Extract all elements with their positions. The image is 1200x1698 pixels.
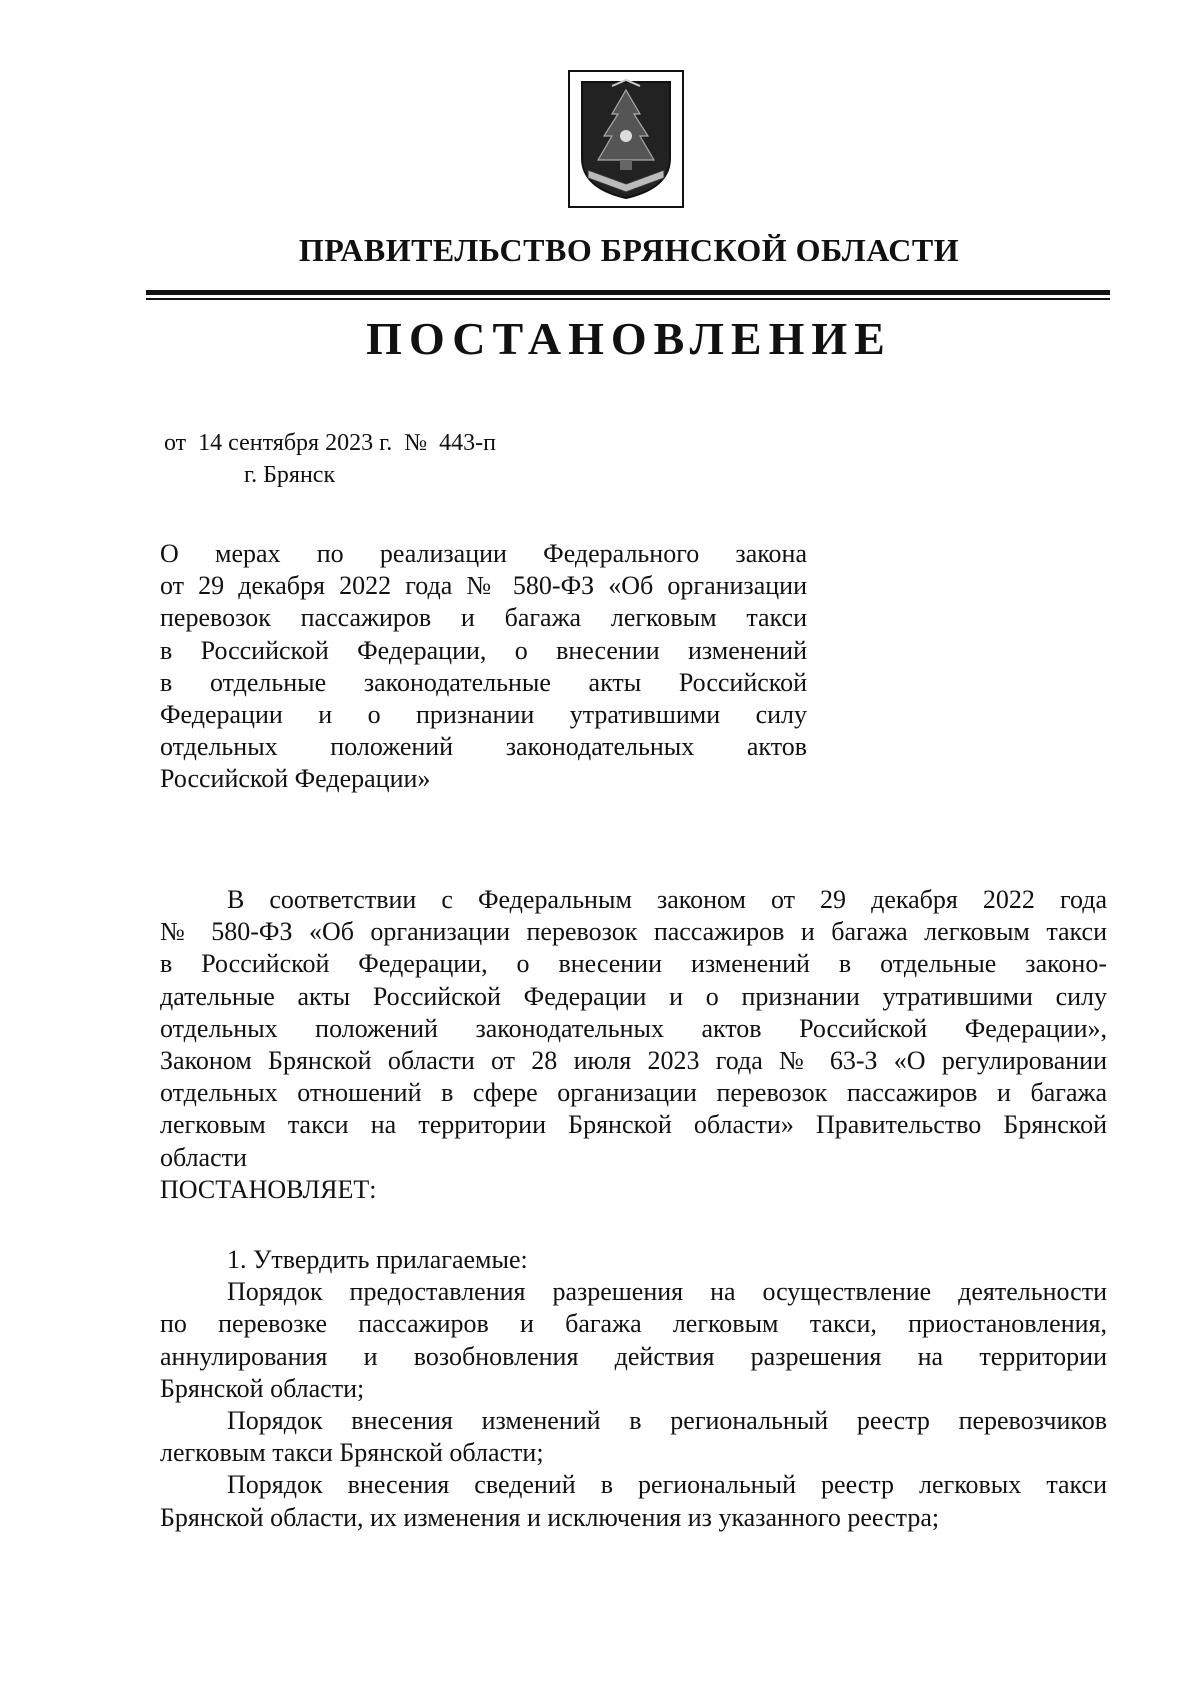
date-number-line: от 14 сентября 2023 г. № 443-п bbox=[164, 430, 496, 456]
item-1-paragraph-3-line: Порядок внесения сведений в региональный реестр легковых такси bbox=[227, 1470, 1107, 1500]
item-1-paragraph-1-line: Порядок предоставления разрешения на осуществление деятельности bbox=[227, 1277, 1107, 1307]
item-1-paragraph-2-line: легковым такси Брянской области; bbox=[160, 1438, 544, 1468]
brjansk-coat-of-arms-icon bbox=[568, 70, 684, 208]
subject-line: в Российской Федерации, о внесении изменений bbox=[160, 635, 807, 665]
header-rule-thick bbox=[146, 290, 1110, 295]
preamble-line: отдельных отношений в сфере организации перевозок пассажиров и багажа bbox=[160, 1078, 1107, 1108]
subject-line: Российской Федерации» bbox=[160, 764, 431, 794]
item-1-paragraph-1-line: Брянской области; bbox=[160, 1373, 365, 1403]
preamble-line: В соответствии с Федеральным законом от 29 декабря 2022 года bbox=[227, 885, 1107, 914]
preamble-line: дательные акты Российской Федерации и о признании утратившими силу bbox=[160, 981, 1107, 1011]
header-rule-thin bbox=[146, 298, 1110, 300]
spacer bbox=[160, 1206, 1107, 1244]
preamble-line: № 580-ФЗ «Об организации перевозок пассажиров и багажа легковым такси bbox=[160, 917, 1107, 947]
subject-line: от 29 декабря 2022 года № 580-ФЗ «Об организации bbox=[160, 571, 807, 601]
item-1-paragraph-1-line: аннулирования и возобновления действия разрешения на территории bbox=[160, 1341, 1107, 1371]
subject-line: О мерах по реализации Федерального закона bbox=[160, 539, 807, 568]
preamble-line: легковым такси на территории Брянской области» Правительство Брянской bbox=[160, 1110, 1107, 1140]
preamble-line: отдельных положений законодательных актов Российской Федерации», bbox=[160, 1013, 1107, 1043]
document-body bbox=[160, 884, 1107, 1534]
preamble-line: Законом Брянской области от 28 июля 2023 года № 63-З «О регулировании bbox=[160, 1046, 1107, 1076]
organization-title: ПРАВИТЕЛЬСТВО БРЯНСКОЙ ОБЛАСТИ bbox=[298, 232, 960, 268]
resolves-heading: ПОСТАНОВЛЯЕТ: bbox=[160, 1174, 377, 1204]
item-1-heading: 1. Утвердить прилагаемые: bbox=[227, 1245, 528, 1275]
item-1-paragraph-1-line: по перевозке пассажиров и багажа легковым такси, приостановления, bbox=[160, 1309, 1107, 1339]
subject-line: в отдельные законодательные акты Российской bbox=[160, 667, 807, 697]
preamble-line: области bbox=[160, 1142, 247, 1172]
item-1-paragraph-3-line: Брянской области, их изменения и исключения из указанного реестра; bbox=[160, 1502, 940, 1532]
city-line: г. Брянск bbox=[244, 462, 336, 488]
document-type-title: ПОСТАНОВЛЕНИЕ bbox=[366, 313, 892, 364]
preamble-line: в Российской Федерации, о внесении изменений в отдельные законо- bbox=[160, 949, 1107, 979]
subject-line: перевозок пассажиров и багажа легковым такси bbox=[160, 603, 807, 633]
item-1-paragraph-2-line: Порядок внесения изменений в региональный реестр перевозчиков bbox=[227, 1406, 1107, 1436]
document-subject bbox=[160, 538, 807, 796]
subject-line: Федерации и о признании утратившими силу bbox=[160, 700, 807, 730]
subject-line: отдельных положений законодательных актов bbox=[160, 732, 807, 762]
